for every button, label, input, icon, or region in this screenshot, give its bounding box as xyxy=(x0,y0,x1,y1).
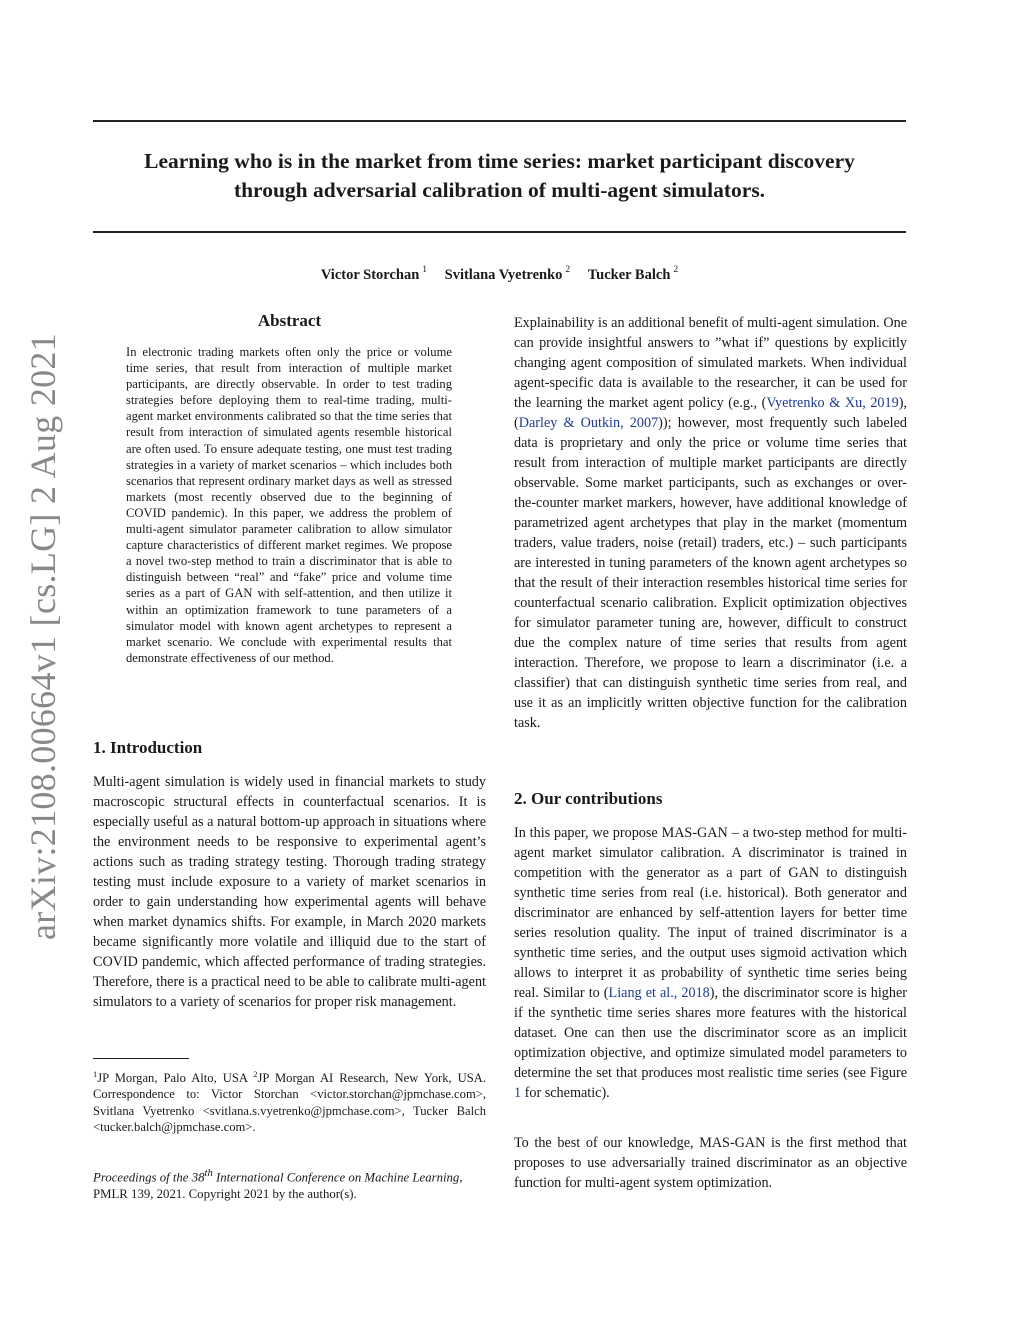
author: Victor Storchan $^1$ xyxy=(320,265,428,283)
citation-link[interactable]: Liang et al., 2018 xyxy=(608,985,710,1001)
contributions-heading: 2. Our contributions xyxy=(514,789,663,808)
proceedings-note: Proceedings of the 38th International Conference on Machine Learning, PMLR 139, 2021. Copyright 2021 by the author(s). xyxy=(93,1168,463,1201)
citation-link[interactable]: Darley & Outkin, 2007 xyxy=(518,415,659,431)
figure-link[interactable]: 1 xyxy=(514,1085,522,1101)
title-rule-bottom xyxy=(93,231,906,233)
author: Svitlana Vyetrenko $^2$ xyxy=(444,265,571,283)
introduction-text: Multi-agent simulation is widely used in financial markets to study macroscopic structural effects in counterfactual scenarios. It is especially useful as a natural bottom-up approach in situations where the environment needs to be responsive to experimental agent’s actions such as trading strategy testing. Thorough trading strategy testing must include exposure to a variety of market scenarios in order to gain understanding how experimental agents will behave when market dynamics shifts. For example, in March 2020 markets became significantly more volatile and illiquid due to the start of COVID pandemic, which affected performance of trading strategies. Therefore, there is a practical need to be able to calibrate multi-agent simulators to a variety of scenarios for proper risk management. xyxy=(93,774,486,1010)
explainability-paragraph: Explainability is an additional benefit of multi-agent simulation. One can provide insightful answers to ”what if” questions by explicitly changing agent composition of simulated markets. When individual agent-specific data is available to the researcher, it can be used for the learning the market agent policy (e.g., (Vyetrenko & Xu, 2019), (Darley & Outkin, 2007)); however, most frequently such labeled data is proprietary and only the price or volume time series that result from interaction of multiple market participants are directly observable. Some market participants, such as exchanges or over-the-counter market markers, however, have additional knowledge of parametrized agent archetypes that play in the market (momentum traders, value traders, noise (retail) traders, etc.) – such participants are interested in tuning parameters of the known agent archetypes so that the result of their interaction resembles historical time series for counterfactual scenario calibration. Explicit optimization objectives for simulator parameter tuning are, however, difficult to construct due the complex nature of time series that results from agent interaction. Therefore, we propose to learn a discriminator (i.e. a classifier) that can distinguish synthetic time series from real, and use it as an implicitly written objective function for the calibration task. xyxy=(514,315,908,731)
affiliation-footnote: $^1$JP Morgan, Palo Alto, USA $^2$JP Morgan AI Research, New York, USA. Correspondence to: Victor Storchan <victor.storchan@jpmchase.com>, Svitlana Vyetrenko <svitlana.s.vyetrenko@jpmchase.com>, Tucker Balch <tucker.balch@jpmchase.com>. xyxy=(93,1069,486,1135)
title-rule-top xyxy=(93,120,906,122)
first-method-paragraph: To the best of our knowledge, MAS-GAN is the first method that proposes to use adversarially trained discriminator as an objective function for multi-agent system optimization. xyxy=(514,1135,907,1191)
title-line-1: Learning who is in the market from time series: market participant discovery xyxy=(144,149,855,173)
contributions-paragraph: In this paper, we propose MAS-GAN – a two-step method for multi-agent market simulator calibration. A discriminator is trained in competition with the generator as a part of GAN to distinguish synthetic time series from real (i.e. historical). Both generator and discriminator are enhanced by self-attention layers for better time series resolution quality. The input of trained discriminator is a synthetic time series, and the output uses sigmoid activation which allows to interpret it as probability of synthetic time series being real. Similar to (Liang et al., 2018), the discriminator score is higher if the synthetic time series shares more features with the historical dataset. One can then use the discriminator score as an implicit optimization objective, and optimize simulated model parameters to determine the set that produces most realistic time series (see Figure 1 for schematic). xyxy=(514,825,907,1101)
citation-link[interactable]: Vyetrenko & Xu, 2019 xyxy=(766,395,899,411)
paper-title xyxy=(93,147,906,205)
arxiv-stamp: arXiv:2108.00664v1 [cs.LG] 2 Aug 2021 xyxy=(23,332,63,940)
footnote-divider xyxy=(93,1058,189,1059)
abstract-text: In electronic trading markets often only the price or volume time series, that result from interaction of multiple market participants, are directly observable. In order to test trading strategies before deploying them to real-time trading, multi-agent market environments calibrated so that the time series that result from interaction of simulated agents resemble historical are often used. To ensure adequate testing, one must test trading strategies in a variety of market scenarios – which includes both scenarios that represent ordinary market days as well as stressed markets (most recently observed due to the beginning of COVID pandemic). In this paper, we address the problem of multi-agent simulator parameter calibration to allow simulator capture characteristics of different market regimes. We propose a novel two-step method to train a discriminator that is able to distinguish between “real” and “fake” price and volume time series as a part of GAN with self-attention, and then utilize it within an optimization framework to tune parameters of a simulator model with known agent archetypes to represent a market scenario. We conclude with experimental results that demonstrate effectiveness of our method. xyxy=(126,345,452,665)
author-list xyxy=(93,266,906,284)
abstract-heading: Abstract xyxy=(257,311,322,330)
author: Tucker Balch $^2$ xyxy=(587,265,679,283)
title-line-2: through adversarial calibration of multi-agent simulators. xyxy=(233,178,766,202)
introduction-heading: 1. Introduction xyxy=(93,738,203,757)
